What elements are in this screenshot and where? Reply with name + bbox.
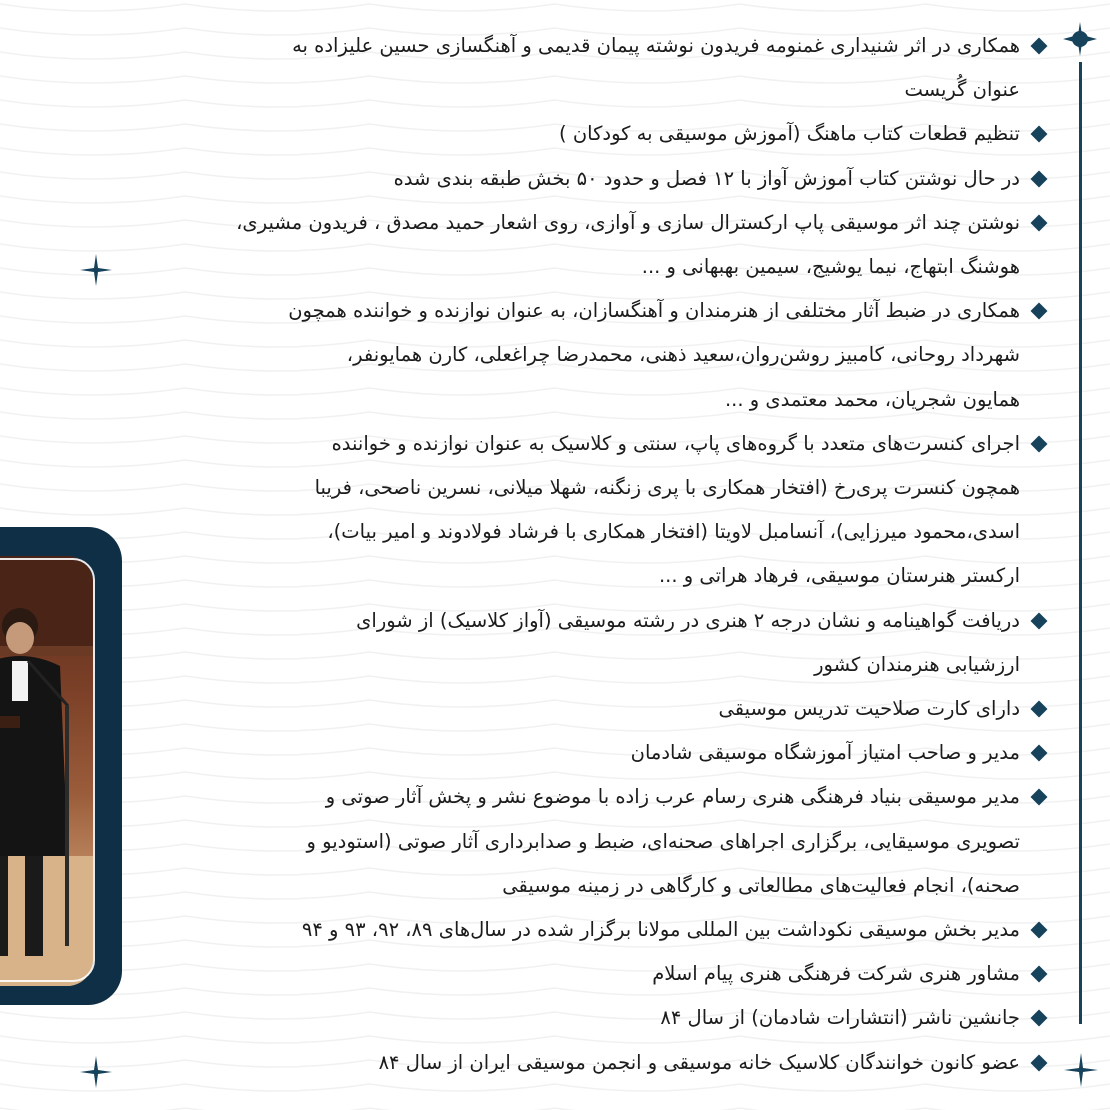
list-item-continuation: همچون کنسرت پری‌رخ (افتخار همکاری با پری زنگنه، شهلا میلانی، نسرین ناصحی، فریبا: [314, 476, 1020, 499]
diamond-bullet-icon: [1031, 612, 1048, 629]
diamond-bullet-icon: [1031, 745, 1048, 762]
list-item: اجرای کنسرت‌های متعدد با گروه‌های پاپ، سنتی و کلاسیک به عنوان نوازنده و خواننده: [331, 431, 1020, 455]
list-item: مدیر و صاحب امتیاز آموزشگاه موسیقی شادمان: [630, 741, 1020, 765]
list-item: تنظیم قطعات کتاب ماهنگ (آموزش موسیقی به کودکان ): [559, 122, 1020, 146]
list-item-continuation: هوشنگ ابتهاج، نیما یوشیج، سیمین بهبهانی و ...: [641, 255, 1020, 278]
list-item-continuation: شهرداد روحانی، کامبیز روشن‌روان،سعید ذهنی، محمدرضا چراغعلی، کارن همایونفر،: [346, 343, 1020, 367]
diamond-bullet-icon: [1031, 303, 1048, 320]
list-item: همکاری در اثر شنیداری غمنومه فریدون نوشته پیمان قدیمی و آهنگسازی حسین علیزاده به: [292, 34, 1020, 57]
list-item-continuation: صحنه)، انجام فعالیت‌های مطالعاتی و کارگاهی در زمینه موسیقی: [502, 873, 1020, 897]
list-item-continuation: همایون شجریان، محمد معتمدی و ...: [724, 387, 1020, 411]
diamond-bullet-icon: [1031, 701, 1048, 718]
diamond-bullet-icon: [1031, 1054, 1048, 1071]
diamond-bullet-icon: [1031, 38, 1048, 55]
diamond-bullet-icon: [1031, 435, 1048, 452]
diamond-bullet-icon: [1031, 789, 1048, 806]
diamond-bullet-icon: [1031, 214, 1048, 231]
list-item: دارای کارت صلاحیت تدریس موسیقی: [718, 697, 1020, 720]
diamond-bullet-icon: [1031, 126, 1048, 143]
diamond-bullet-icon: [1031, 170, 1048, 187]
list-item: همکاری در ضبط آثار مختلفی از هنرمندان و آهنگسازان، به عنوان نوازنده و خواننده همچون: [288, 299, 1020, 323]
list-item-continuation: اسدی،محمود میرزایی)، آنسامبل لاویتا (افتخار همکاری با فرشاد فولادوند و امیر بیات)،: [327, 520, 1020, 544]
list-item: عضو کانون خوانندگان کلاسیک خانه موسیقی و انجمن موسیقی ایران از سال ۸۴: [378, 1050, 1020, 1074]
list-item-continuation: تصویری موسیقایی، برگزاری اجراهای صحنه‌ای، ضبط و صدابرداری آثار صوتی (استودیو و: [306, 829, 1020, 853]
list-item-continuation: عنوان گُریست: [904, 78, 1020, 102]
list-item: مشاور هنری شرکت فرهنگی هنری پیام اسلام: [652, 962, 1020, 986]
diamond-bullet-icon: [1031, 966, 1048, 983]
diamond-bullet-icon: [1031, 1010, 1048, 1027]
list-item: نوشتن چند اثر موسیقی پاپ ارکسترال سازی و آوازی، روی اشعار حمید مصدق ، فریدون مشیری،: [236, 210, 1020, 234]
list-item-continuation: ارکستر هنرستان موسیقی، فرهاد هراتی و ...: [658, 564, 1020, 588]
list-item: در حال نوشتن کتاب آموزش آواز با ۱۲ فصل و حدود ۵۰ بخش طبقه بندی شده: [393, 166, 1020, 190]
list-item: مدیر بخش موسیقی نکوداشت بین المللی مولانا برگزار شده در سال‌های ۸۹، ۹۲، ۹۳ و ۹۴: [301, 918, 1020, 941]
list-item: جانشین ناشر (انتشارات شادمان) از سال ۸۴: [660, 1006, 1020, 1030]
list-item: مدیر موسیقی بنیاد فرهنگی هنری رسام عرب زاده با موضوع نشر و پخش آثار صوتی و: [325, 785, 1020, 809]
list-item: دریافت گواهینامه و نشان درجه ۲ هنری در رشته موسیقی (آواز کلاسیک) از شورای: [356, 608, 1020, 632]
diamond-bullet-icon: [1031, 922, 1048, 939]
list-item-continuation: ارزشیابی هنرمندان کشور: [814, 652, 1020, 676]
